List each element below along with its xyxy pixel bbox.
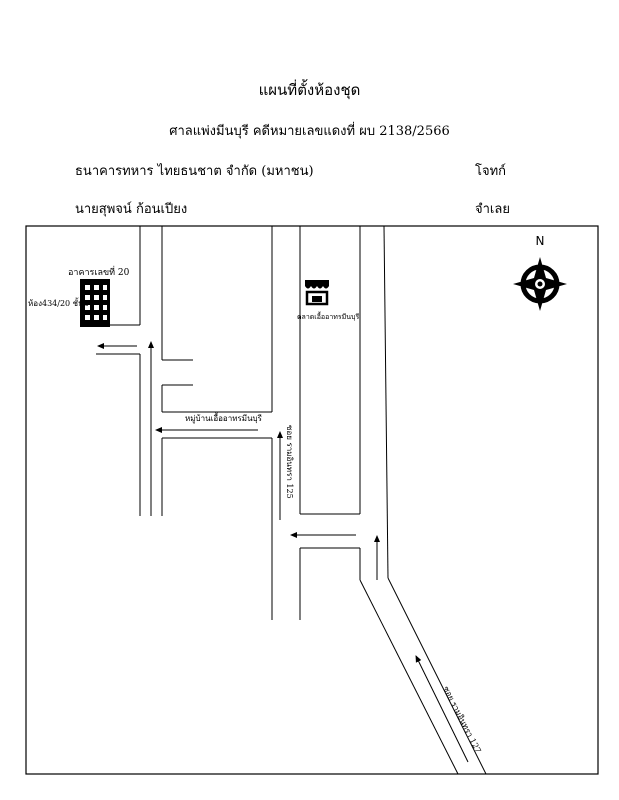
defendant-name: นายสุพจน์ ก้อนเปียง	[75, 202, 188, 217]
compass-icon	[513, 257, 567, 311]
case-subtitle: ศาลแพ่งมีนบุรี คดีหมายเลขแดงที่ ผบ 2138/2566	[169, 124, 450, 139]
building-label: อาคารเลขที่ 20	[68, 268, 130, 278]
market-label: ตลาดเอื้ออาทรมีนบุรี	[297, 313, 360, 321]
plaintiff-name: ธนาคารทหาร ไทยธนชาต จำกัด (มหาชน)	[75, 164, 314, 179]
room-label: ห้อง434/20 ชั้น3	[28, 299, 89, 308]
route-arrows	[98, 342, 468, 762]
road-lines	[96, 226, 486, 774]
soi-127-label: ซอย รามอินทรา 127	[441, 684, 483, 755]
soi-125-label: ซอย รามอินทรา 125	[285, 425, 294, 499]
village-road-label: หมู่บ้านเอื้ออาทรมีนบุรี	[185, 414, 262, 423]
compass-label: N	[535, 234, 545, 248]
plaintiff-role: โจทก์	[475, 164, 507, 179]
defendant-role: จำเลย	[475, 202, 510, 217]
map-title: แผนที่ตั้งห้องชุด	[258, 81, 361, 99]
map-frame	[26, 226, 598, 774]
market-icon	[305, 280, 329, 304]
